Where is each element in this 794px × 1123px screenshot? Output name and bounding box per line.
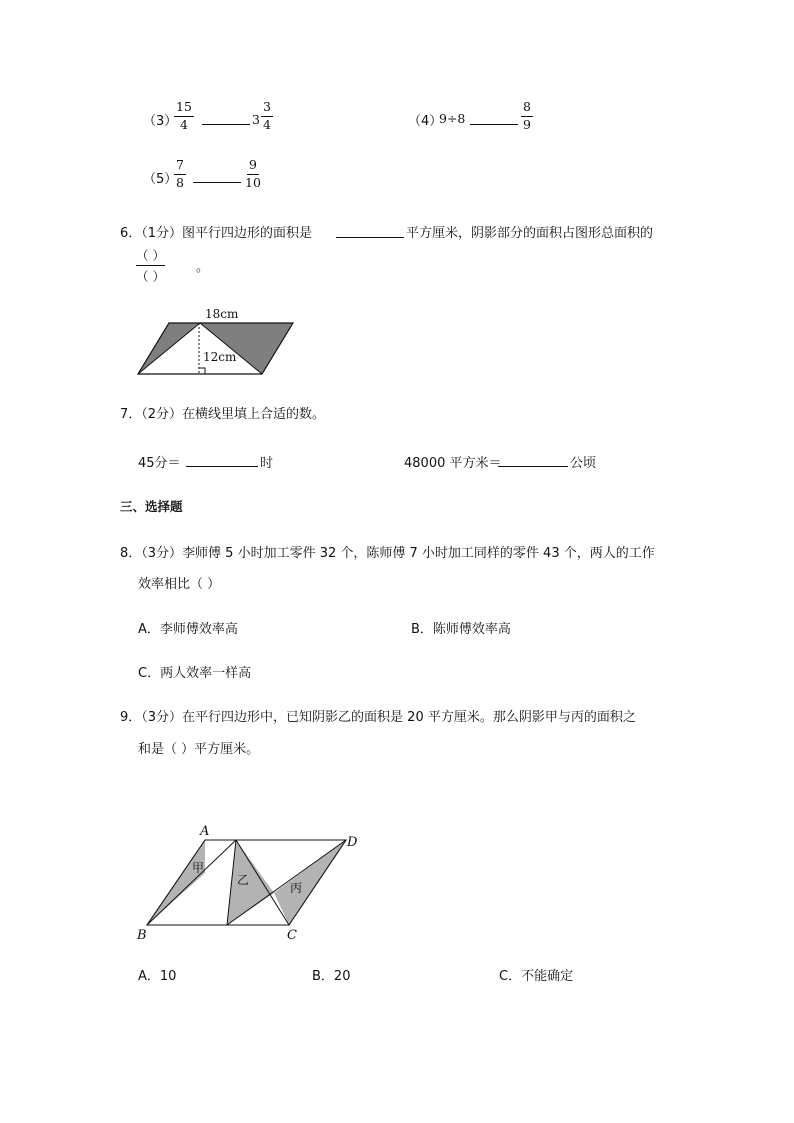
- q6-base-label: 18cm: [205, 307, 239, 321]
- q9-point-c-label: C: [287, 928, 297, 943]
- q9-region-bing-label: 丙: [290, 881, 303, 895]
- q9-question-line2: 和是（ ）平方厘米。: [138, 742, 260, 757]
- fraction-denominator: 4: [179, 116, 188, 132]
- fraction-denominator: 8: [176, 174, 184, 190]
- q5-item4-label: （4）: [408, 114, 443, 129]
- q6-question-text-before: 6．（1分）图平行四边形的面积是: [120, 226, 313, 241]
- q7-blank2-prefix: 48000 平方米＝: [404, 456, 502, 471]
- q7-hectare-answer-blank[interactable]: [498, 466, 568, 467]
- q8-option-b[interactable]: B．陈师傅效率高: [411, 622, 511, 637]
- q6-right-angle-mark: [199, 368, 205, 374]
- q8-question-line2: 效率相比（ ）: [138, 577, 221, 592]
- q9-region-jia-label: 甲: [192, 861, 205, 875]
- q9-point-d-label: D: [347, 835, 358, 850]
- q7-blank1-suffix: 时: [260, 456, 274, 471]
- q5-item3-whole: 3: [252, 112, 260, 127]
- q6-end-mark: 。: [196, 260, 210, 275]
- fraction-denominator: 9: [523, 116, 531, 132]
- q8-question-line1: 8．（3分）李师傅 5 小时加工零件 32 个，陈师傅 7 小时加工同样的零件 43 个，两人的工作: [120, 546, 655, 561]
- q6-right-shaded-triangle: [200, 323, 293, 374]
- q6-question-text-after: 平方厘米，阴影部分的面积占图形总面积的: [406, 226, 654, 241]
- q6-height-label: 12cm: [203, 350, 237, 364]
- q5-item4-expression: 9÷8: [439, 111, 466, 126]
- fraction-denominator: 10: [245, 174, 261, 190]
- q9-option-a[interactable]: A．10: [138, 969, 177, 984]
- q9-point-b-label: B: [137, 928, 147, 943]
- fraction-numerator: 8: [521, 101, 533, 117]
- q9-region-bing: [274, 840, 346, 925]
- q8-option-a[interactable]: A．李师傅效率高: [138, 622, 238, 637]
- fraction-denominator: 4: [263, 116, 271, 132]
- q9-option-b[interactable]: B．20: [312, 969, 351, 984]
- q9-option-c[interactable]: C．不能确定: [499, 969, 574, 984]
- q7-blank1-prefix: 45分＝: [138, 456, 181, 471]
- q9-region-yi: [227, 840, 274, 925]
- q7-question-text: 7．（2分）在横线里填上合适的数。: [120, 407, 326, 422]
- q9-point-a-label: A: [200, 824, 210, 839]
- fraction-bottom-paren: （ ）: [136, 269, 165, 284]
- q8-option-c[interactable]: C．两人效率一样高: [138, 666, 252, 681]
- q5-item3-label: （3）: [143, 114, 178, 129]
- fraction-numerator: 15: [174, 101, 194, 117]
- q9-line-b-to-top: [147, 840, 236, 925]
- q9-question-line1: 9．（3分）在平行四边形中，已知阴影乙的面积是 20 平方厘米。那么阴影甲与丙的面积之: [120, 710, 636, 725]
- q5-item5-label: （5）: [143, 172, 178, 187]
- fraction-numerator: 3: [261, 101, 273, 117]
- section-title: 三、选择题: [120, 499, 183, 514]
- q7-blank2-suffix: 公顷: [570, 456, 597, 471]
- q7-hours-answer-blank[interactable]: [186, 466, 258, 467]
- fraction-top-paren: （ ）: [136, 246, 165, 266]
- fraction-numerator: 7: [174, 159, 186, 175]
- q9-region-yi-label: 乙: [237, 873, 250, 887]
- fraction-numerator: 9: [247, 159, 259, 175]
